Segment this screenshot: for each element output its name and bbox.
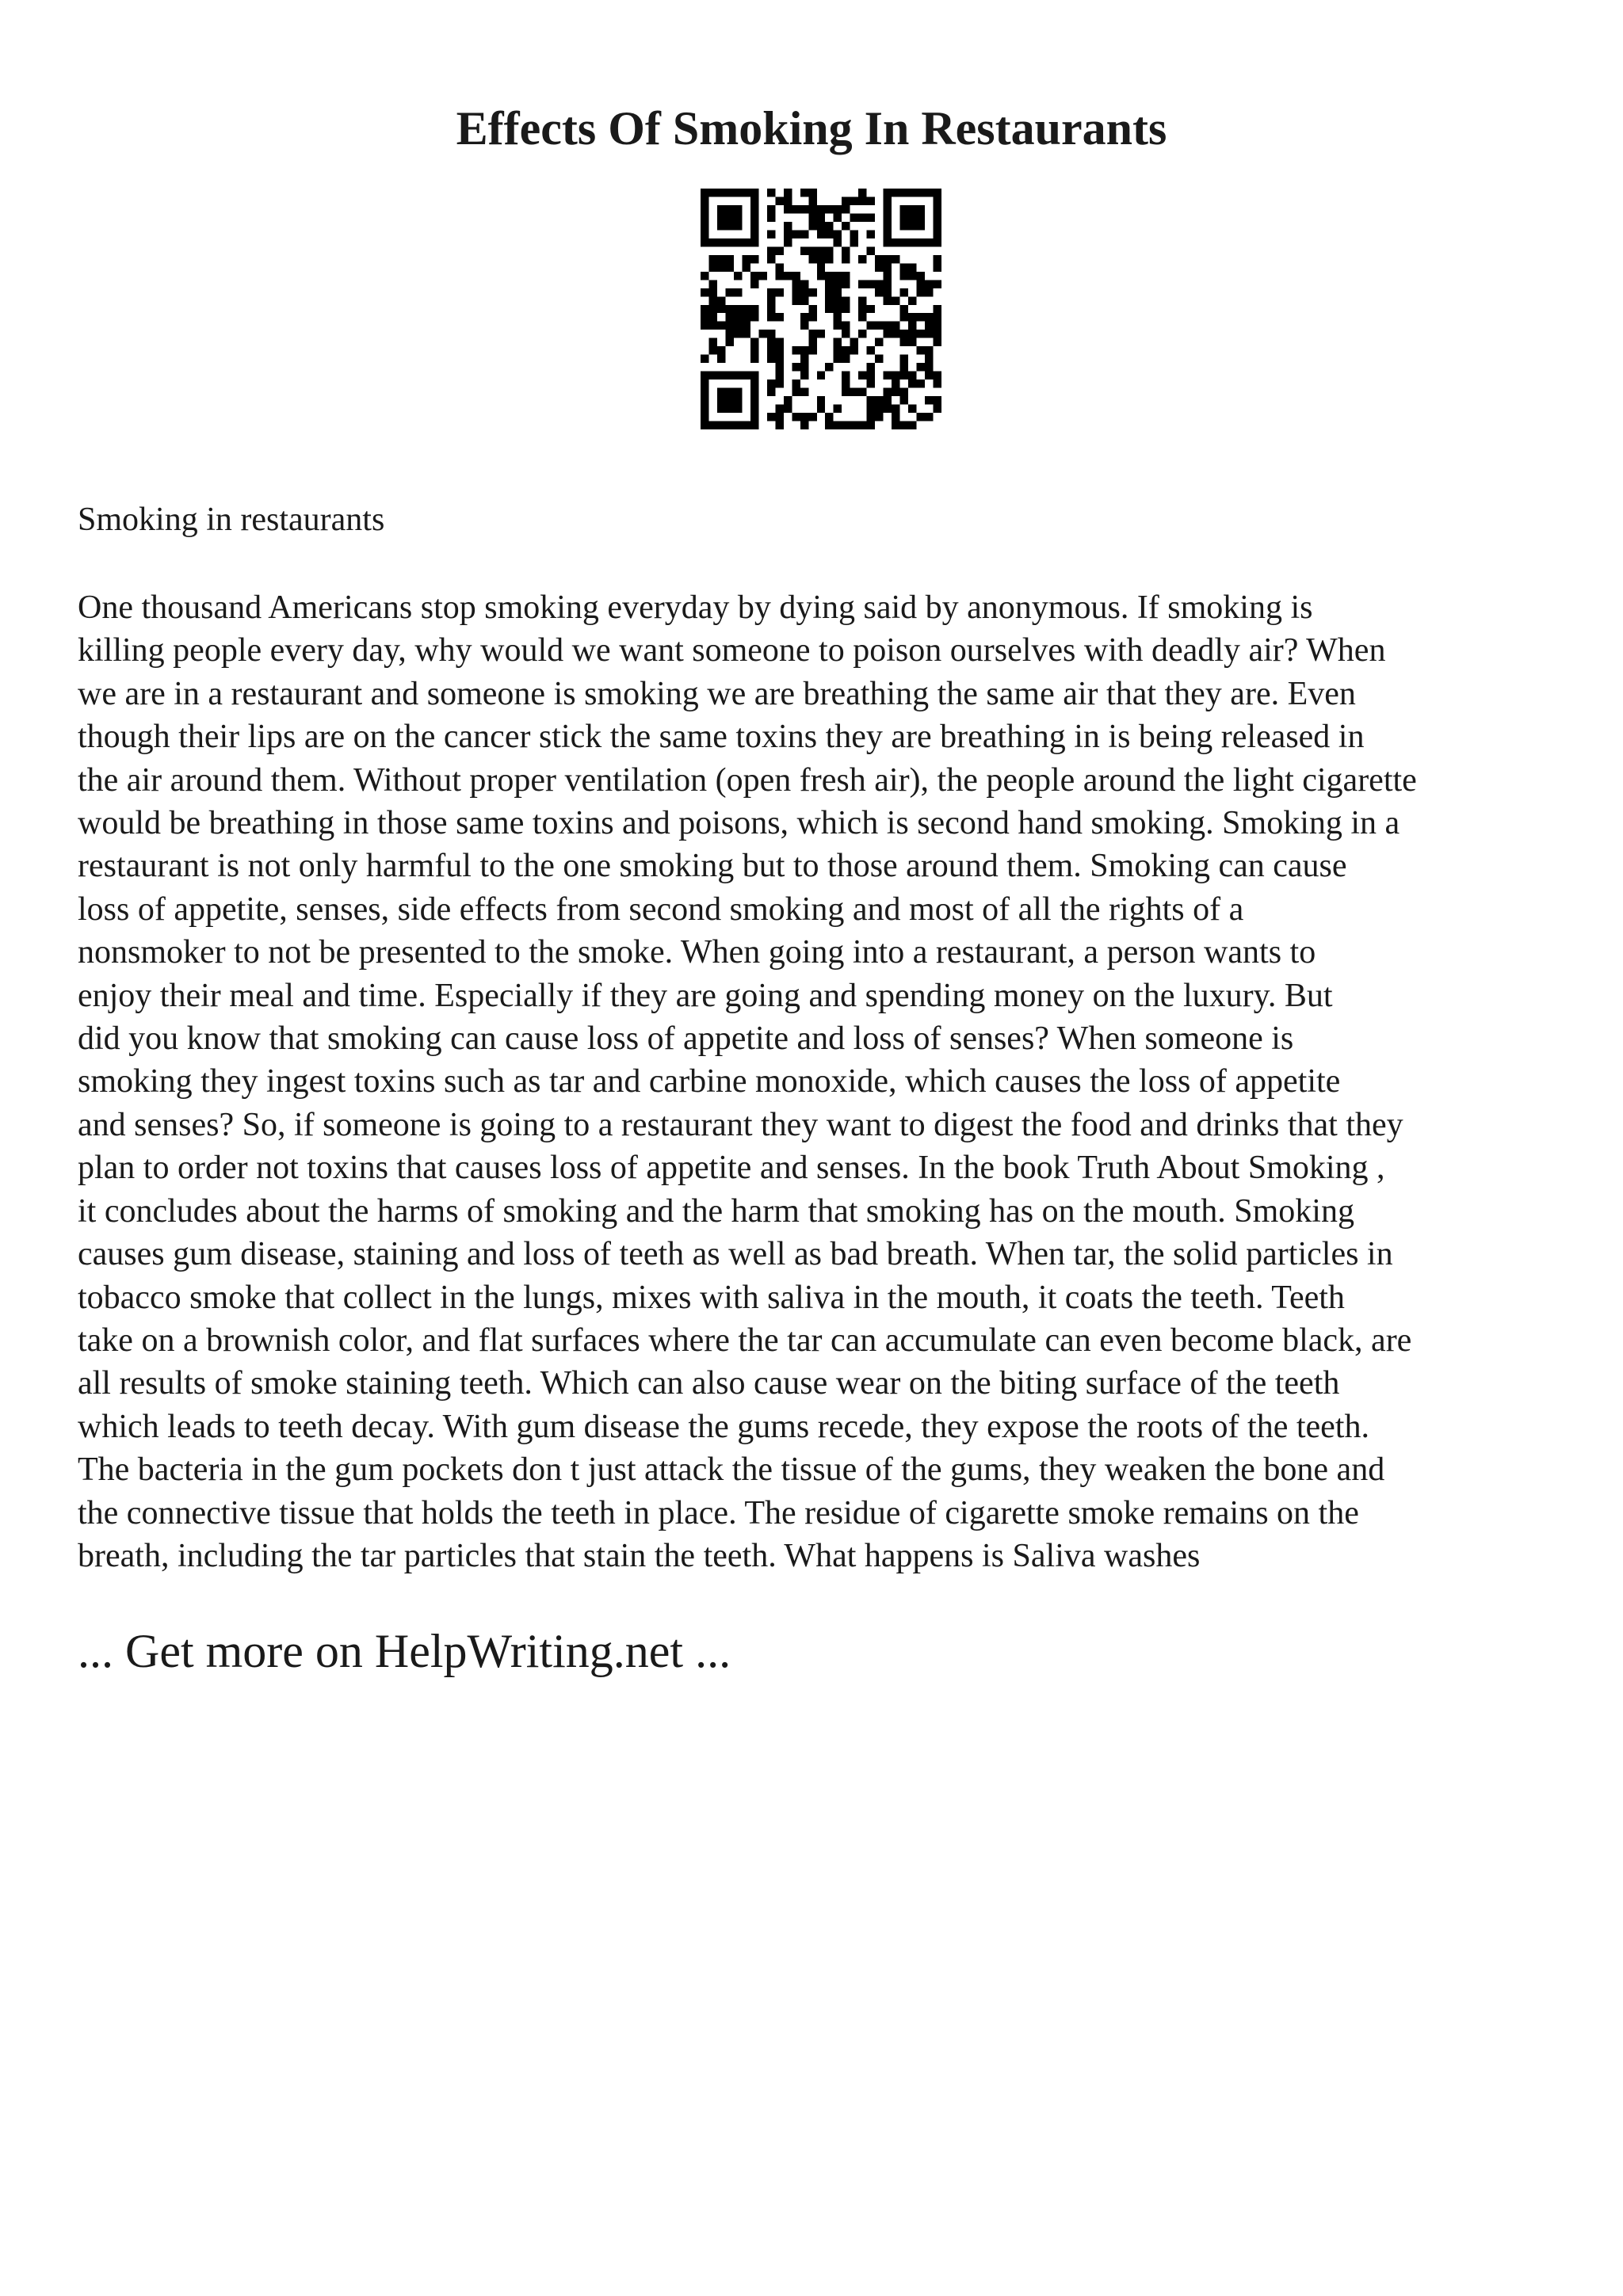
document-title: Effects Of Smoking In Restaurants [456,102,1167,154]
body-line: the air around them. Without proper ventilation (open fresh air), the people around the light cigarette [78,761,1417,799]
qr-code-icon [701,189,941,429]
body-line: enjoy their meal and time. Especially if they are going and spending money on the luxury. But [78,977,1333,1014]
body-line: we are in a restaurant and someone is smoking we are breathing the same air that they are. Even [78,675,1356,712]
body-line: plan to order not toxins that causes loss of appetite and senses. In the book Truth About Smoking , [78,1150,1385,1187]
body-line: the connective tissue that holds the teeth in place. The residue of cigarette smoke remains on the [78,1494,1359,1531]
body-line: nonsmoker to not be presented to the smoke. When going into a restaurant, a person wants to [78,934,1316,971]
body-line: restaurant is not only harmful to the one smoking but to those around them. Smoking can cause [78,848,1347,885]
body-line: The bacteria in the gum pockets don t just attack the tissue of the gums, they weaken the bone and [78,1451,1385,1489]
body-line: One thousand Americans stop smoking everyday by dying said by anonymous. If smoking is [78,589,1313,626]
body-line: would be breathing in those same toxins and poisons, which is second hand smoking. Smoking in a [78,805,1400,842]
body-line: and senses? So, if someone is going to a restaurant they want to digest the food and drinks that they [78,1106,1403,1143]
body-line: smoking they ingest toxins such as tar and carbine monoxide, which causes the loss of appetite [78,1063,1341,1100]
body-paragraph [78,586,1568,1577]
body-line: which leads to teeth decay. With gum disease the gums recede, they expose the roots of the teeth. [78,1408,1369,1445]
body-line: though their lips are on the cancer stick the same toxins they are breathing in is being released in [78,719,1365,756]
body-line: breath, including the tar particles that stain the teeth. What happens is Saliva washes [78,1537,1201,1574]
body-line: all results of smoke staining teeth. Which can also cause wear on the biting surface of the teeth [78,1365,1340,1402]
document-subtitle: Smoking in restaurants [78,502,385,538]
body-line: killing people every day, why would we want someone to poison ourselves with deadly air? When [78,632,1386,669]
body-line: did you know that smoking can cause loss of appetite and loss of senses? When someone is [78,1020,1294,1058]
body-line: causes gum disease, staining and loss of teeth as well as bad breath. When tar, the solid particles in [78,1236,1393,1273]
qr-code-graphic [701,189,941,429]
helpwriting-link[interactable]: ... Get more on HelpWriting.net ... [78,1625,731,1677]
body-line: it concludes about the harms of smoking and the harm that smoking has on the mouth. Smoking [78,1192,1354,1230]
body-line: loss of appetite, senses, side effects from second smoking and most of all the rights of a [78,891,1244,928]
body-line: tobacco smoke that collect in the lungs, mixes with saliva in the mouth, it coats the teeth. Teeth [78,1279,1345,1316]
body-line: take on a brownish color, and flat surfaces where the tar can accumulate can even become black, are [78,1322,1412,1359]
